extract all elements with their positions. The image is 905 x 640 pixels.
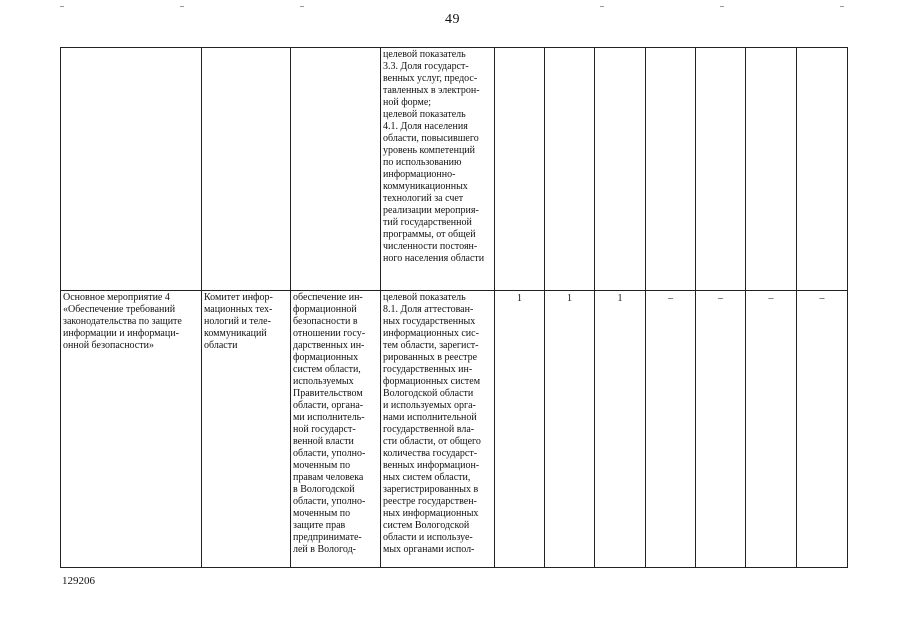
value-cell [696,48,746,291]
table-row [61,291,848,568]
value-cell: 1 [595,291,646,568]
value-cell [746,48,797,291]
executor-cell: Комитет инфор- мационных тех- нологий и теле- коммуникаций области [202,291,291,568]
measure-cell: Основное мероприятие 4 «Обеспечение требований законодательства по защите информации и информаци- онной безопасности» [61,291,202,568]
value-cell [545,48,595,291]
value-cell: – [797,291,848,568]
scan-mark [720,6,724,7]
result-cell: обеспечение ин- формационной безопасности в отношении госу- дарственных ин- формационных систем области, используемых Правительством области, органа- ми исполнитель- ной государст- венной власти области, уполно- моченным по правам человека в Вологодской области, уполно- моченным по защите прав предпринимате- лей в Вологод- [291,291,381,568]
result-cell [291,48,381,291]
value-cell [797,48,848,291]
page-number: 49 [445,12,460,27]
document-code: 129206 [62,575,95,587]
value-cell: 1 [545,291,595,568]
value-cell [495,48,545,291]
scan-mark [600,6,604,7]
scan-mark [180,6,184,7]
value-cell: – [646,291,696,568]
value-cell: 1 [495,291,545,568]
executor-cell [202,48,291,291]
indicator-cell: целевой показатель 8.1. Доля аттестован- ных государственных информационных сис- тем области, зарегист- рированных в реестре государственных ин- формационных систем Вологодской области и используемых орга- нами исполнительной государственной вла- сти области, от общего количества государст- венных информацион- ных систем области, зарегистрированных в реестре государствен- ных информационных систем Вологодской области и используе- мых органами испол- [381,291,495,568]
indicator-cell: целевой показатель 3.3. Доля государст- венных услуг, предос- тавленных в электрон- ной форме; целевой показатель 4.1. Доля населения области, повысившего уровень компетенций по использованию информационно- коммуникационных технологий за счет реализации мероприя- тий государственной программы, от общей численности постоян- ного населения области [381,48,495,291]
value-cell [646,48,696,291]
value-cell [595,48,646,291]
value-cell: – [746,291,797,568]
measure-cell [61,48,202,291]
table-row [61,48,848,291]
scan-mark [300,6,304,7]
program-table [60,47,848,568]
scan-mark [60,6,64,7]
value-cell: – [696,291,746,568]
scan-mark [840,6,844,7]
